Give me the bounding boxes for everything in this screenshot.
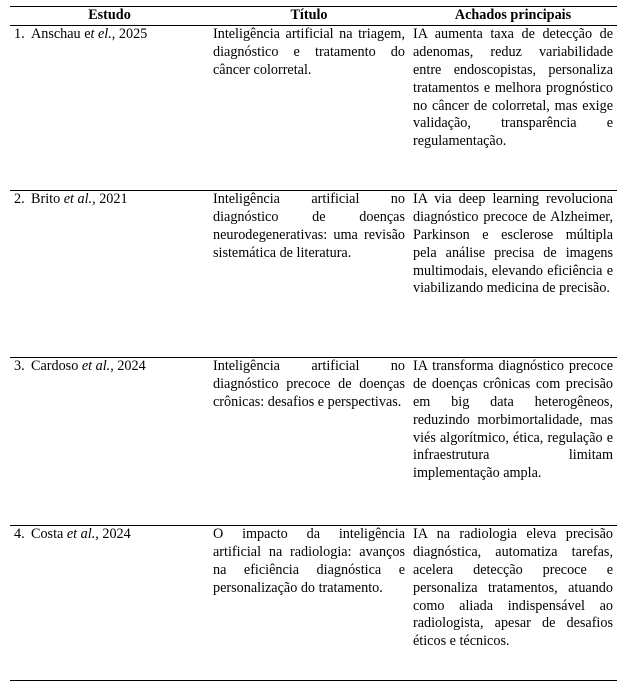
author-name: Costa bbox=[31, 525, 64, 542]
header-study: Estudo bbox=[88, 7, 131, 23]
study-cell bbox=[10, 357, 209, 525]
row-number: 4. bbox=[14, 525, 25, 542]
row-number: 2. bbox=[14, 190, 25, 207]
title-cell: Inteligência artificial no diagnóstico de doenças neurodegenerativas: uma revisão sistemática de literatura. bbox=[213, 190, 405, 261]
findings-cell: IA transforma diagnóstico precoce de doenças crônicas com precisão em big data heterogêneos, reduzindo morbimortalidade, mas viés algorítmico, ética, regulação e infraestrutura limitam implementação ampla. bbox=[413, 357, 613, 482]
study-cell bbox=[10, 25, 209, 190]
study-year: , 2021 bbox=[92, 190, 128, 207]
etal-italic: t el. bbox=[90, 25, 112, 42]
literature-review-table bbox=[10, 6, 617, 681]
etal-italic: et al. bbox=[63, 190, 93, 207]
study-cell bbox=[10, 525, 209, 680]
study-year: , 2025 bbox=[111, 25, 148, 42]
author-name: Cardoso bbox=[31, 357, 79, 374]
header-row bbox=[10, 7, 617, 26]
findings-cell: IA aumenta taxa de detecção de adenomas, reduz variabilidade entre endoscopistas, personaliza tratamentos e melhora prognóstico no câncer de colorretal, mas exige validação, transparência e regulamentação. bbox=[413, 25, 613, 150]
etal-italic: et al. bbox=[81, 357, 111, 374]
author-name: Anschau bbox=[31, 25, 81, 42]
title-cell: Inteligência artificial no diagnóstico precoce de doenças crônicas: desafios e perspectivas. bbox=[213, 357, 405, 410]
title-cell: O impacto da inteligência artificial na radiologia: avanços na eficiência diagnóstica e personalização do tratamento. bbox=[213, 525, 405, 596]
table-body bbox=[10, 25, 617, 680]
author-name: Brito bbox=[31, 190, 61, 207]
table-row bbox=[10, 357, 617, 525]
findings-cell: IA via deep learning revoluciona diagnóstico precoce de Alzheimer, Parkinson e esclerose múltipla pela análise precisa de imagens multimodais, elevando eficiência e viabilizando medicina de precisão. bbox=[413, 190, 613, 297]
header-findings: Achados principais bbox=[454, 7, 572, 23]
table-header bbox=[10, 7, 617, 26]
table-row bbox=[10, 525, 617, 680]
title-cell: Inteligência artificial na triagem, diagnóstico e tratamento do câncer colorretal. bbox=[213, 25, 405, 78]
row-number: 3. bbox=[14, 357, 25, 374]
header-title: Título bbox=[290, 7, 328, 23]
study-cell bbox=[10, 190, 209, 357]
study-year: , 2024 bbox=[95, 525, 131, 542]
table-row bbox=[10, 190, 617, 357]
etal-italic: et al. bbox=[66, 525, 96, 542]
etal-plain: e bbox=[80, 25, 91, 42]
study-year: , 2024 bbox=[110, 357, 146, 374]
findings-cell: IA na radiologia eleva precisão diagnóstica, automatiza tarefas, acelera detecção precoce e personaliza tratamentos, atuando como aliada indispensável ao radiologista, apesar de desafios éticos e técnicos. bbox=[413, 525, 613, 650]
table-row bbox=[10, 25, 617, 190]
row-number: 1. bbox=[14, 25, 25, 42]
